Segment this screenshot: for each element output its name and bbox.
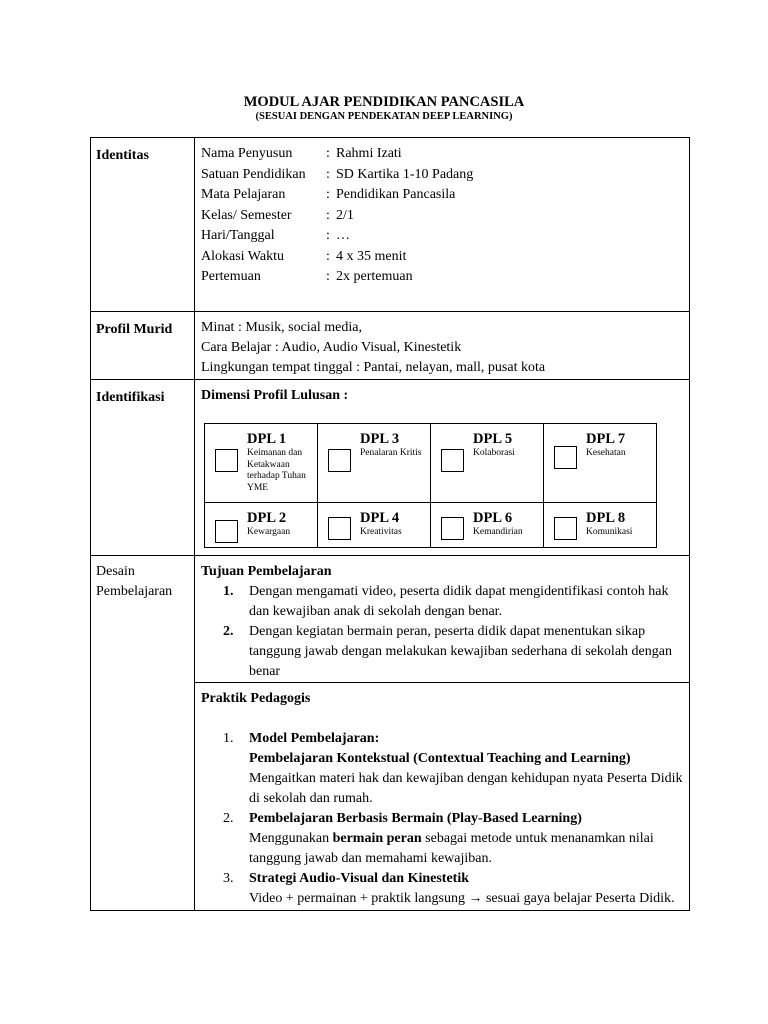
dpl-item bbox=[431, 503, 543, 547]
list-item: 1. Dengan mengamati video, peserta didik dapat mengidentifikasi contoh hak dan kewajiban anak di sekolah dengan benar. bbox=[223, 584, 669, 619]
checkbox[interactable] bbox=[441, 449, 464, 472]
checkbox[interactable] bbox=[554, 446, 577, 469]
checkbox[interactable] bbox=[328, 517, 351, 540]
dpl-item bbox=[205, 503, 317, 547]
list-item: 1. Model Pembelajaran: Pembelajaran Kontekstual (Contextual Teaching and Learning) Mengaitkan materi hak dan kewajiban dengan kehidupan nyata Peserta Didik di sekolah dan rumah. bbox=[223, 731, 683, 806]
checkbox[interactable] bbox=[215, 520, 238, 543]
checkbox[interactable] bbox=[554, 517, 577, 540]
identitas-key: Kelas/ Semester bbox=[201, 207, 292, 223]
tujuan-heading: Tujuan Pembelajaran bbox=[201, 564, 332, 579]
dpl-heading: Dimensi Profil Lulusan : bbox=[201, 388, 349, 403]
profil-line: Cara Belajar : Audio, Audio Visual, Kinestetik bbox=[201, 340, 462, 355]
dpl-desc: Keimanan dan Ketakwaan terhadap Tuhan YME bbox=[247, 448, 306, 493]
praktik-list bbox=[201, 729, 683, 909]
identitas-value: Rahmi Izati bbox=[336, 146, 402, 161]
identitas-sep: : bbox=[326, 269, 330, 284]
profil-line: Minat : Musik, social media, bbox=[201, 320, 362, 335]
tujuan-list bbox=[201, 582, 683, 682]
dpl-title: DPL 1 bbox=[247, 431, 287, 447]
checkbox[interactable] bbox=[328, 449, 351, 472]
list-item: 3. Strategi Audio-Visual dan Kinestetik Video + permainan + praktik langsung → sesuai gaya belajar Peserta Didik. bbox=[223, 871, 675, 906]
identitas-value: 2x pertemuan bbox=[336, 269, 413, 284]
dpl-desc: Kolaborasi bbox=[473, 448, 515, 458]
dpl-title: DPL 6 bbox=[473, 510, 513, 526]
identitas-key: Nama Penyusun bbox=[201, 146, 293, 161]
dpl-desc: Komunikasi bbox=[586, 527, 633, 537]
identifikasi-label: Identifikasi bbox=[91, 380, 195, 556]
dpl-item bbox=[544, 424, 656, 502]
identitas-sep: : bbox=[326, 228, 330, 243]
identitas-sep: : bbox=[326, 187, 330, 202]
identitas-label: Identitas bbox=[91, 138, 195, 312]
dpl-desc: Penalaran Kritis bbox=[360, 448, 422, 458]
identitas-sep: : bbox=[326, 146, 330, 161]
desain-label: Desain Pembelajaran bbox=[91, 556, 195, 911]
profil-line: Lingkungan tempat tinggal : Pantai, nelayan, mall, pusat kota bbox=[201, 360, 546, 375]
identifikasi-content bbox=[195, 380, 690, 556]
identitas-value: … bbox=[336, 228, 350, 243]
identitas-key: Hari/Tanggal bbox=[201, 228, 275, 243]
tujuan-content bbox=[195, 556, 690, 683]
profil-murid-content bbox=[195, 312, 690, 380]
dpl-desc: Kreativitas bbox=[360, 527, 402, 537]
module-table bbox=[90, 137, 690, 911]
dpl-title: DPL 8 bbox=[586, 510, 626, 526]
identitas-value: SD Kartika 1-10 Padang bbox=[336, 166, 474, 182]
dpl-item bbox=[318, 424, 430, 502]
dpl-title: DPL 5 bbox=[473, 431, 513, 447]
dpl-item bbox=[205, 424, 317, 502]
document-title: MODUL AJAR PENDIDIKAN PANCASILA bbox=[243, 94, 525, 110]
identitas-value: 2/1 bbox=[336, 207, 354, 223]
profil-murid-label: Profil Murid bbox=[91, 312, 195, 380]
praktik-content bbox=[195, 683, 690, 911]
document-subtitle: (SESUAI DENGAN PENDEKATAN DEEP LEARNING) bbox=[255, 111, 513, 122]
dpl-desc: Kewargaan bbox=[247, 527, 291, 537]
dpl-desc: Kesehatan bbox=[586, 448, 626, 458]
dpl-title: DPL 3 bbox=[360, 431, 400, 447]
identitas-key: Mata Pelajaran bbox=[201, 187, 286, 202]
identitas-sep: : bbox=[326, 248, 330, 264]
identitas-content bbox=[195, 138, 690, 312]
identitas-key: Alokasi Waktu bbox=[201, 248, 284, 264]
identitas-grid bbox=[201, 144, 683, 288]
dpl-title: DPL 4 bbox=[360, 510, 400, 526]
checkbox[interactable] bbox=[215, 449, 238, 472]
praktik-heading: Praktik Pedagogis bbox=[201, 691, 311, 706]
identitas-value: 4 x 35 menit bbox=[336, 248, 407, 264]
dpl-grid bbox=[204, 423, 657, 548]
dpl-title: DPL 7 bbox=[586, 431, 626, 447]
dpl-item bbox=[431, 424, 543, 502]
list-item: 2. Dengan kegiatan bermain peran, peserta didik dapat menentukan sikap tanggung jawab dengan melakukan kewajiban sederhana di sekolah dengan benar bbox=[223, 624, 672, 679]
checkbox[interactable] bbox=[441, 517, 464, 540]
dpl-desc: Kemandirian bbox=[473, 527, 523, 537]
identitas-key: Satuan Pendidikan bbox=[201, 166, 306, 182]
identitas-value: Pendidikan Pancasila bbox=[336, 187, 456, 202]
list-item: 2. Pembelajaran Berbasis Bermain (Play-Based Learning) Menggunakan bermain peran sebagai metode untuk menanamkan nilai tanggung jawab dan memahami kewajiban. bbox=[223, 811, 654, 866]
dpl-item bbox=[318, 503, 430, 547]
dpl-item bbox=[544, 503, 656, 547]
identitas-sep: : bbox=[326, 166, 330, 182]
dpl-title: DPL 2 bbox=[247, 510, 287, 526]
identitas-sep: : bbox=[326, 207, 330, 223]
identitas-key: Pertemuan bbox=[201, 269, 261, 284]
